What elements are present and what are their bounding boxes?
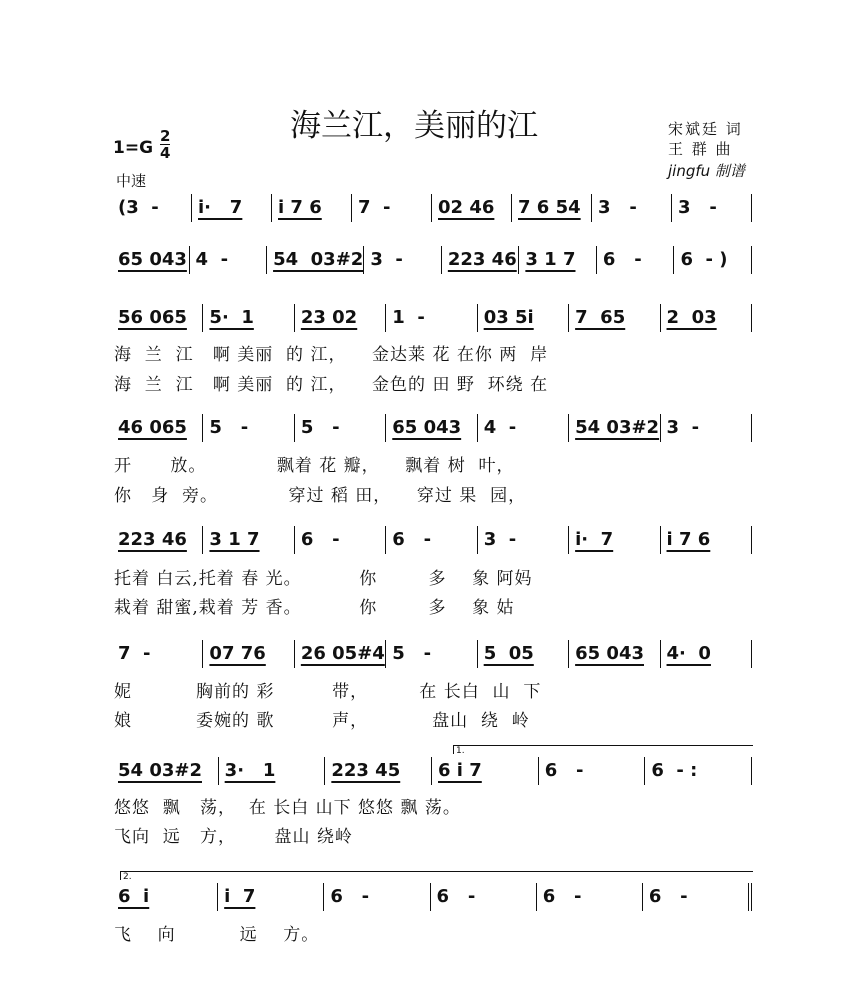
tempo-marking: 中速	[116, 172, 147, 190]
measure: 6 - :	[645, 757, 752, 785]
measure: 6 - )	[674, 246, 752, 274]
measure: 6 -	[537, 883, 643, 911]
measure: 5 -	[295, 414, 386, 442]
measure: 6 -	[386, 526, 477, 554]
measure: 6 -	[539, 757, 646, 785]
measure: 3 -	[592, 194, 672, 222]
music-line	[112, 526, 752, 554]
lyric-line: 妮 胸前的 彩 带， 在 长白 山 下	[114, 682, 542, 702]
volta-bracket: 1.	[453, 745, 753, 754]
measure: 6 i	[112, 883, 218, 911]
measure: 6 -	[643, 883, 752, 911]
music-line	[112, 414, 752, 442]
measure: 5 -	[203, 414, 294, 442]
composer-credit: 王 群 曲	[668, 140, 733, 158]
measure: i 7	[218, 883, 324, 911]
music-line	[112, 883, 752, 911]
measure: 54 03#2	[569, 414, 660, 442]
key-signature: 1=G	[113, 138, 154, 158]
measure: 3 -	[672, 194, 752, 222]
lyric-line: 开 放。 飘着 花 瓣， 飘着 树 叶，	[114, 456, 515, 476]
lyric-line: 悠悠 飘 荡， 在 长白 山下 悠悠 飘 荡。	[114, 798, 461, 818]
measure: 6 -	[597, 246, 675, 274]
measure: 46 065	[112, 414, 203, 442]
music-line	[112, 194, 752, 222]
lyric-line: 海 兰 江 啊 美丽 的 江， 金达莱 花 在你 两 岸	[114, 345, 549, 365]
measure: 5· 1	[203, 304, 294, 332]
measure: 3 -	[478, 526, 569, 554]
lyric-line: 你 身 旁。 穿过 稻 田， 穿过 果 园，	[114, 486, 527, 506]
measure: 4 -	[190, 246, 268, 274]
lyric-line: 娘 委婉的 歌 声， 盘山 绕 岭	[114, 711, 530, 731]
measure: 65 043	[569, 640, 660, 668]
measure: i 7 6	[661, 526, 752, 554]
music-line	[112, 304, 752, 332]
measure: 6 -	[431, 883, 537, 911]
measure: 07 76	[203, 640, 294, 668]
measure: 6 -	[295, 526, 386, 554]
measure: 6 -	[324, 883, 430, 911]
measure: 26 05#4	[295, 640, 386, 668]
measure: 3 1 7	[519, 246, 597, 274]
measure: 54 03#2	[267, 246, 364, 274]
measure: 4 -	[478, 414, 569, 442]
measure: 7 6 54	[512, 194, 592, 222]
measure: 7 -	[112, 640, 203, 668]
song-title: 海兰江，美丽的江	[290, 108, 538, 144]
transcriber-credit: jingfu 制谱	[668, 162, 745, 180]
measure: 23 02	[295, 304, 386, 332]
measure: 02 46	[432, 194, 512, 222]
measure: 2 03	[661, 304, 752, 332]
time-signature: $\frac{2}{4}$	[160, 127, 171, 162]
measure: 54 03#2	[112, 757, 219, 785]
measure: 4· 0	[661, 640, 752, 668]
lyric-line: 栽着 甜蜜,栽着 芳 香。 你 多 象 姑	[114, 598, 515, 618]
music-line	[112, 640, 752, 668]
lyricist-credit: 宋斌廷 词	[668, 120, 743, 138]
lyric-line: 海 兰 江 啊 美丽 的 江， 金色的 田 野 环绕 在	[114, 375, 549, 395]
volta-bracket: 2.	[120, 871, 753, 880]
measure: 7 65	[569, 304, 660, 332]
measure: 5 05	[478, 640, 569, 668]
measure: 223 46	[442, 246, 520, 274]
measure: (3 -	[112, 194, 192, 222]
measure: 223 46	[112, 526, 203, 554]
lyric-line: 飞 向 远 方。	[114, 925, 320, 945]
measure: 56 065	[112, 304, 203, 332]
measure: i 7 6	[272, 194, 352, 222]
lyric-line: 飞向 远 方， 盘山 绕岭	[114, 827, 353, 847]
measure: 1 -	[386, 304, 477, 332]
measure: 65 043	[386, 414, 477, 442]
music-line	[112, 757, 752, 785]
measure: 65 043	[112, 246, 190, 274]
measure: 3 -	[661, 414, 752, 442]
measure: i· 7	[192, 194, 272, 222]
measure: 3 1 7	[203, 526, 294, 554]
music-line	[112, 246, 752, 274]
measure: i· 7	[569, 526, 660, 554]
measure: 03 5i	[478, 304, 569, 332]
measure: 3 -	[364, 246, 442, 274]
measure: 7 -	[352, 194, 432, 222]
measure: 3· 1	[219, 757, 326, 785]
measure: 6 i 7	[432, 757, 539, 785]
lyric-line: 托着 白云,托着 春 光。 你 多 象 阿妈	[114, 569, 533, 589]
measure: 5 -	[386, 640, 477, 668]
measure: 223 45	[325, 757, 432, 785]
